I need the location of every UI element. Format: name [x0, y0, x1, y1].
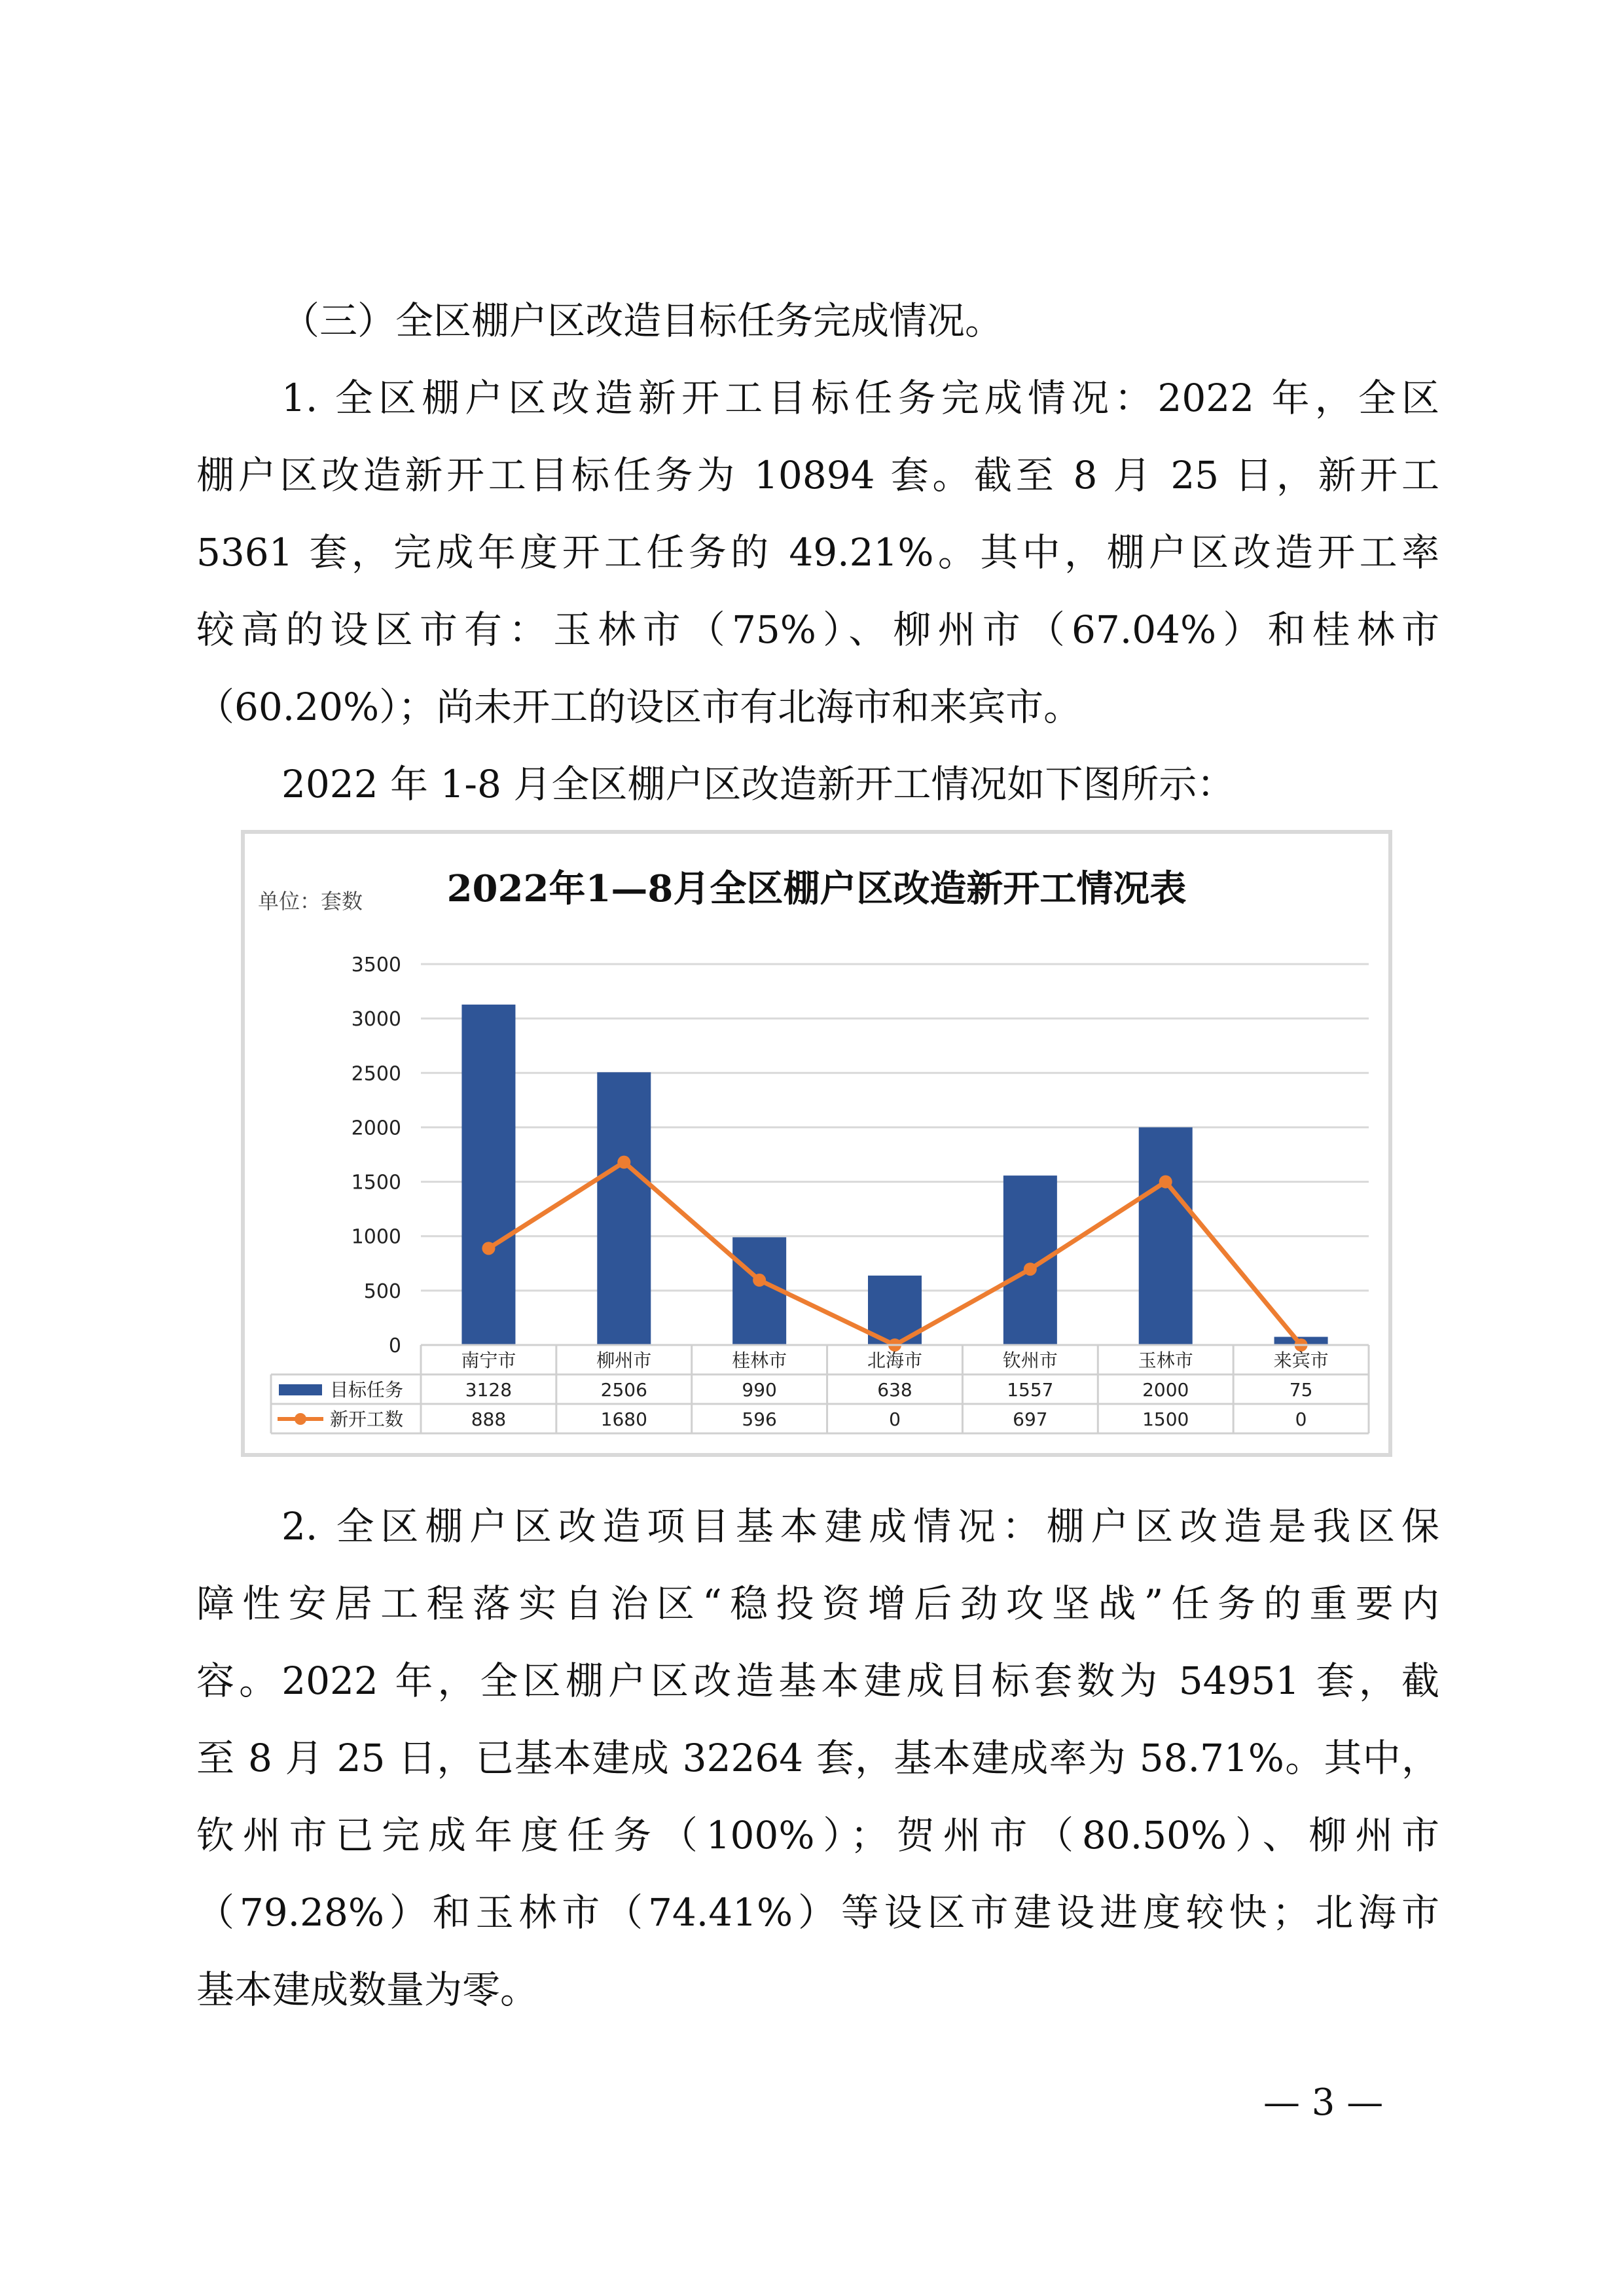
line-point	[753, 1274, 766, 1287]
data-table-value: 638	[877, 1379, 912, 1401]
text-line: （60.20%）；尚未开工的设区市有北海市和来宾市。	[196, 685, 1082, 729]
text-line: 棚户区改造新开工目标任务为 10894 套。截至 8 月 25 日，新开工	[196, 453, 1439, 497]
text-line: 1. 全区棚户区改造新开工目标任务完成情况：2022 年，全区	[281, 376, 1439, 420]
category-label: 玉林市	[1138, 1350, 1193, 1371]
data-table-value: 1557	[1007, 1379, 1054, 1401]
line-point	[482, 1242, 495, 1255]
y-tick-label: 2500	[351, 1062, 401, 1086]
chart	[241, 830, 1392, 1457]
category-label: 南宁市	[461, 1350, 516, 1371]
data-table-value: 1500	[1142, 1408, 1189, 1430]
data-table-value: 888	[471, 1408, 507, 1430]
legend-line-marker	[295, 1413, 306, 1425]
legend-label: 目标任务	[330, 1379, 404, 1401]
y-tick-label: 1000	[351, 1225, 401, 1249]
data-table-value: 2000	[1142, 1379, 1189, 1401]
y-tick-label: 0	[388, 1335, 401, 1357]
y-tick-label: 3500	[351, 954, 401, 977]
legend-label: 新开工数	[330, 1408, 404, 1430]
text-line: （三）全区棚户区改造目标任务完成情况。	[281, 298, 1003, 343]
data-table-value: 0	[889, 1408, 901, 1430]
chart-plot	[245, 834, 1388, 1453]
bar	[597, 1072, 651, 1345]
category-label: 来宾市	[1273, 1350, 1329, 1371]
data-table-value: 1680	[600, 1408, 647, 1430]
y-tick-label: 1500	[351, 1171, 401, 1194]
category-label: 桂林市	[732, 1350, 787, 1371]
y-tick-label: 500	[363, 1280, 401, 1303]
data-table-value: 0	[1295, 1408, 1307, 1430]
bar	[1139, 1127, 1193, 1345]
data-table-value: 75	[1289, 1379, 1313, 1401]
category-label: 北海市	[867, 1350, 923, 1371]
text-line: 5361 套，完成年度开工任务的 49.21%。其中，棚户区改造开工率	[196, 530, 1439, 575]
data-table-value: 2506	[600, 1379, 647, 1401]
line-point	[1024, 1263, 1037, 1276]
bar	[1003, 1175, 1057, 1345]
text-line: 钦州市已完成年度任务（100%）；贺州市（80.50%）、柳州市	[196, 1813, 1439, 1857]
text-line: 容。2022 年，全区棚户区改造基本建成目标套数为 54951 套，截	[196, 1659, 1439, 1703]
data-table-value: 697	[1013, 1408, 1048, 1430]
line-point	[1159, 1175, 1172, 1189]
text-line: 至 8 月 25 日，已基本建成 32264 套，基本建成率为 58.71%。其中，	[196, 1736, 1439, 1780]
data-table-value: 990	[742, 1379, 777, 1401]
category-label: 钦州市	[1002, 1350, 1058, 1371]
text-line: 2022 年 1-8 月全区棚户区改造新开工情况如下图所示：	[281, 762, 1235, 806]
y-tick-label: 3000	[351, 1008, 401, 1031]
bar	[461, 1005, 515, 1345]
data-table-value: 596	[742, 1408, 777, 1430]
category-label: 柳州市	[596, 1350, 652, 1371]
text-line: 2. 全区棚户区改造项目基本建成情况：棚户区改造是我区保	[281, 1504, 1439, 1549]
text-line: 基本建成数量为零。	[196, 1967, 539, 2012]
chart-title: 2022年1—8月全区棚户区改造新开工情况表	[446, 867, 1187, 910]
page-number: — 3 —	[1263, 2081, 1384, 2124]
unit-label: 单位：套数	[258, 889, 363, 914]
text-line: 较高的设区市有：玉林市（75%）、柳州市（67.04%）和桂林市	[196, 607, 1439, 652]
legend-bar-swatch	[279, 1384, 322, 1395]
data-table-value: 3128	[465, 1379, 513, 1401]
text-line: （79.28%）和玉林市（74.41%）等设区市建设进度较快；北海市	[196, 1890, 1439, 1935]
text-line: 障性安居工程落实自治区“稳投资增后劲攻坚战”任务的重要内	[196, 1581, 1439, 1626]
line-point	[617, 1156, 630, 1169]
y-tick-label: 2000	[351, 1117, 401, 1140]
